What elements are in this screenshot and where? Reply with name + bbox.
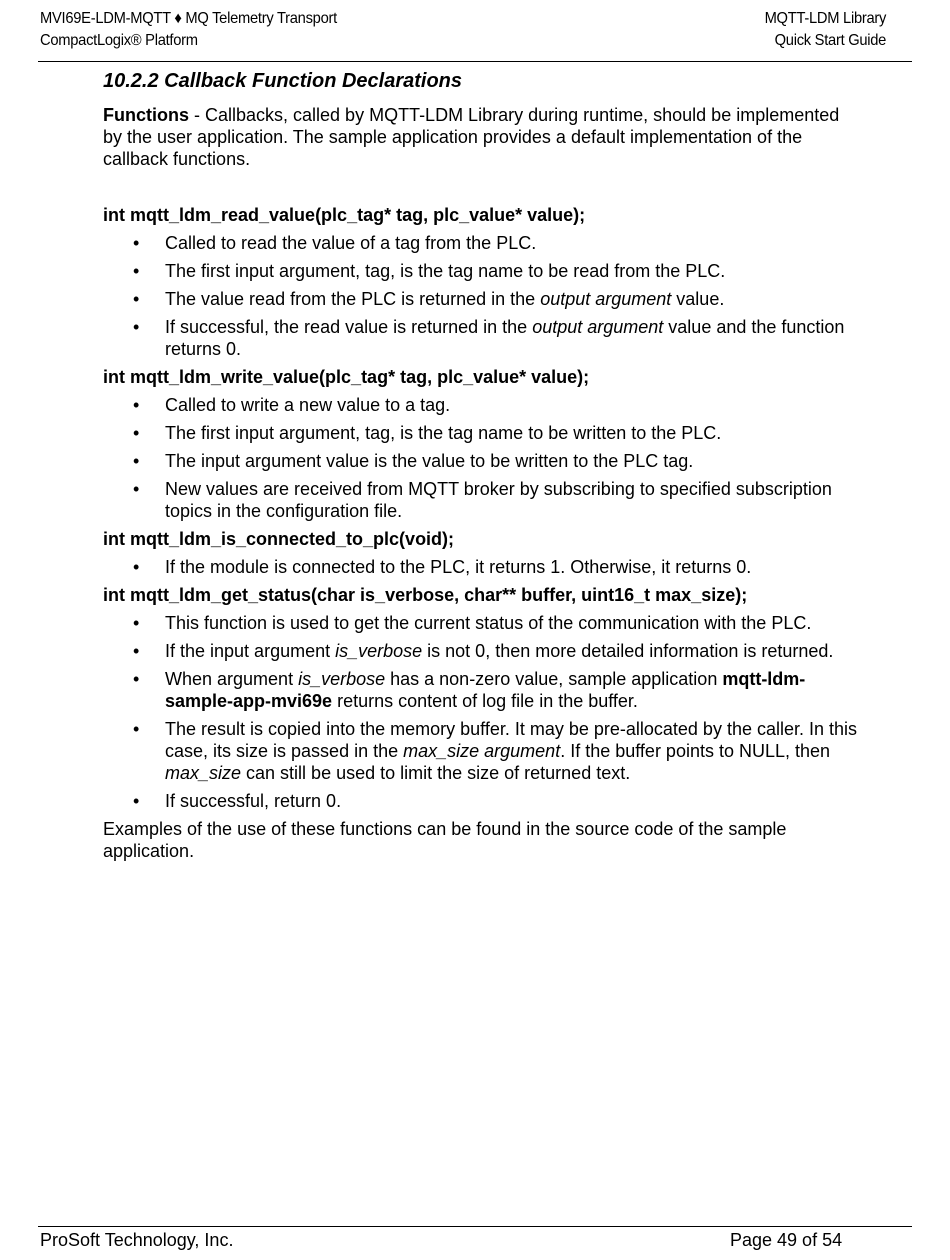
page-content	[103, 68, 863, 862]
function-bullet-list	[103, 612, 863, 812]
bullet-text: value.	[671, 289, 725, 309]
header-divider	[38, 61, 912, 62]
bullet-item	[103, 718, 863, 784]
header-platform: CompactLogix® Platform	[40, 32, 198, 49]
header-product: MVI69E-LDM-MQTT ♦ MQ Telemetry Transport	[40, 10, 337, 27]
footer-page-number: Page 49 of 54	[730, 1230, 843, 1250]
bullet-text: returns content of log file in the buffer.	[332, 691, 638, 711]
bullet-text: Called to write a new value to a tag.	[165, 395, 451, 415]
intro-text: - Callbacks, called by MQTT-LDM Library during runtime, should be implemented by the user application. The sample application provides a default implementation of the callback functions.	[103, 105, 840, 169]
bullet-item	[103, 316, 863, 360]
italic-term: output argument	[532, 317, 664, 337]
closing-paragraph: Examples of the use of these functions can be found in the source code of the sample application.	[103, 819, 787, 861]
bullet-text: This function is used to get the current status of the communication with the PLC.	[165, 613, 812, 633]
function-list	[103, 204, 863, 812]
bullet-text: is not 0, then more detailed information is returned.	[422, 641, 834, 661]
function-signature: int mqtt_ldm_is_connected_to_plc(void);	[103, 529, 455, 549]
bullet-item	[103, 288, 863, 310]
bullet-text: If successful, return 0.	[165, 791, 342, 811]
bold-term: mqtt-ldm-sample-app-mvi69e	[165, 669, 806, 711]
function-bullet-list	[103, 394, 863, 522]
italic-term: max_size	[165, 763, 242, 783]
bullet-item	[103, 422, 863, 444]
bullet-item	[103, 612, 863, 634]
bullet-text: has a non-zero value, sample application	[385, 669, 723, 689]
header-library: MQTT-LDM Library	[764, 10, 886, 27]
italic-term: max_size argument	[403, 741, 561, 761]
bullet-text: The first input argument, tag, is the tag name to be read from the PLC.	[165, 261, 726, 281]
bullet-text: The value read from the PLC is returned in the	[165, 289, 541, 309]
bullet-item	[103, 640, 863, 662]
bullet-text: Called to read the value of a tag from the PLC.	[165, 233, 537, 253]
bullet-text: The input argument value is the value to be written to the PLC tag.	[165, 451, 694, 471]
bullet-item	[103, 232, 863, 254]
bullet-item	[103, 260, 863, 282]
bullet-text: The first input argument, tag, is the tag name to be written to the PLC.	[165, 423, 722, 443]
bullet-item	[103, 668, 863, 712]
italic-term: output argument	[540, 289, 672, 309]
intro-label: Functions	[103, 105, 189, 125]
function-bullet-list	[103, 232, 863, 360]
function-signature: int mqtt_ldm_get_status(char is_verbose, char** buffer, uint16_t max_size);	[103, 585, 748, 605]
bullet-text: value and the function returns 0.	[165, 317, 845, 359]
bullet-text: The result is copied into the memory buffer. It may be pre-allocated by the caller. In this case, its size is passed in the	[165, 719, 858, 761]
footer-company: ProSoft Technology, Inc.	[40, 1230, 234, 1250]
header-left	[40, 8, 337, 52]
bullet-text: If successful, the read value is returned in the	[165, 317, 533, 337]
bullet-text: If the module is connected to the PLC, it returns 1. Otherwise, it returns 0.	[165, 557, 752, 577]
bullet-item	[103, 450, 863, 472]
bullet-item	[103, 790, 863, 812]
function-bullet-list	[103, 556, 863, 578]
italic-term: is_verbose	[335, 641, 423, 661]
section-title: 10.2.2 Callback Function Declarations	[103, 70, 463, 92]
function-signature: int mqtt_ldm_read_value(plc_tag* tag, plc_value* value);	[103, 205, 586, 225]
section-intro	[103, 104, 863, 170]
bullet-text: New values are received from MQTT broker by subscribing to specified subscription topics in the configuration file.	[165, 479, 832, 521]
header-guide: Quick Start Guide	[774, 32, 886, 49]
italic-term: is_verbose	[298, 669, 386, 689]
function-signature: int mqtt_ldm_write_value(plc_tag* tag, plc_value* value);	[103, 367, 590, 387]
header-right	[764, 8, 886, 52]
bullet-item	[103, 478, 863, 522]
bullet-text: can still be used to limit the size of returned text.	[241, 763, 631, 783]
footer-divider	[38, 1226, 912, 1227]
bullet-text: If the input argument	[165, 641, 336, 661]
bullet-text: When argument	[165, 669, 299, 689]
bullet-text: . If the buffer points to NULL, then	[560, 741, 831, 761]
bullet-item	[103, 394, 863, 416]
bullet-item	[103, 556, 863, 578]
